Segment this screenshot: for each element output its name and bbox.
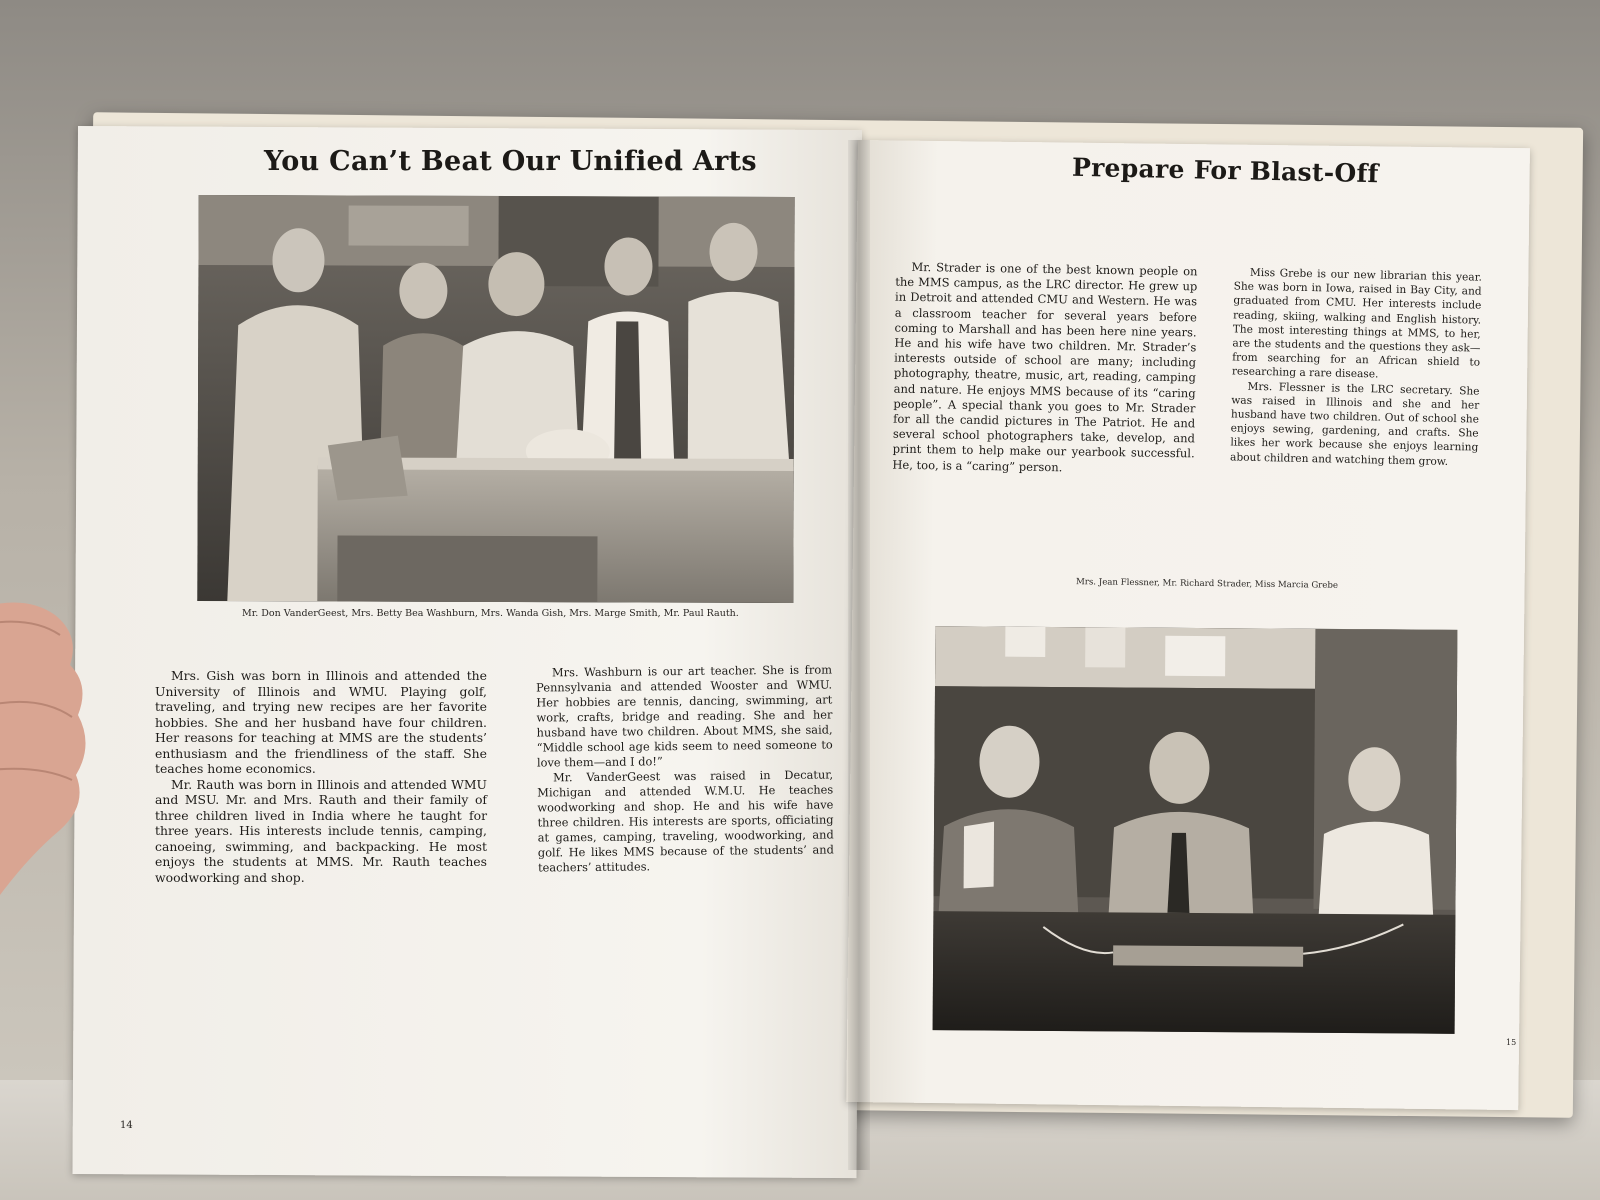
lrc-staff-photo-illustration <box>933 626 1458 1034</box>
right-page-title: Prepare For Blast-Off <box>1071 152 1379 189</box>
vandergeest-paragraph: Mr. VanderGeest was raised in Decatur, Michigan and attended W.M.U. He teaches woodworking and shop. He and his wife have three children. His interests are sports, officiating at games, camping, traveling, woodworking, and golf. He likes MMS because of the students’ and teachers’ attitudes. <box>537 767 834 875</box>
gish-paragraph: Mrs. Gish was born in Illinois and attended the University of Illinois and WMU. Playing golf, traveling, and trying new recipes are her favorite hobbies. She and her husband have four children. Her reasons for teaching at MMS are the students’ enthusiasm and the friendliness of the staff. She teaches home economics. <box>155 668 487 776</box>
unified-arts-photo <box>197 195 794 603</box>
strader-paragraph: Mr. Strader is one of the best known people on the MMS campus, as the LRC director. He grew up in Detroit and attended CMU and Western. He was a classroom teacher for several years before coming to Marshall and has been here nine years. He and his wife have two children. Mr. Strader’s interests outside of school are many; including photography, theatre, music, art, reading, camping and nature. He enjoys MMS because of its “caring people”. A special thank you goes to Mr. Strader for all the candid pictures in The Patriot. He and several school photographers take, develop, and print them to help make our yearbook successful. He, too, is a “caring” person. <box>892 259 1198 474</box>
unified-arts-photo-illustration <box>197 195 794 603</box>
left-page-number: 14 <box>120 1120 133 1131</box>
grebe-paragraph: Miss Grebe is our new librarian this year. She was born in Iowa, raised in Bay City, and graduated from CMU. Her interests include reading, skiing, walking and English history. The most interesting things at MMS, to her, are the students and the questions they ask—from searching for an African shield to researching a rare disease. <box>1231 266 1483 381</box>
hand-illustration <box>0 595 100 925</box>
rauth-paragraph: Mr. Rauth was born in Illinois and attended WMU and MSU. Mr. and Mrs. Rauth and their family of three children lived in India where he taught for three years. His interests include tennis, camping, canoeing, swimming, and backpacking. He most enjoys the students at MMS. Mr. Rauth teaches woodworking and shop. <box>155 776 487 885</box>
right-page-number: 15 <box>1506 1038 1517 1047</box>
right-column-1 <box>892 260 1197 478</box>
hand-holding-book <box>0 595 100 925</box>
flessner-paragraph: Mrs. Flessner is the LRC secretary. She was raised in Illinois and she and her husband have two children. Out of school she enjoys sewing, gardening, and crafts. She likes her work because she enjoys learning about children and watching them grow. <box>1229 380 1480 468</box>
right-column-2 <box>1230 265 1482 469</box>
book-gutter <box>848 140 870 1170</box>
left-column-1 <box>155 668 487 885</box>
washburn-paragraph: Mrs. Washburn is our art teacher. She is from Pennsylvania and attended Wooster and WMU. Her hobbies are tennis, dancing, swimming, art work, crafts, bridge and reading. She and her husband have two children. About MMS, she said, “Middle school age kids seem to need someone to love them—and I do!” <box>536 662 833 770</box>
lrc-staff-photo <box>933 626 1458 1034</box>
left-column-2 <box>536 662 834 875</box>
unified-arts-caption: Mr. Don VanderGeest, Mrs. Betty Bea Washburn, Mrs. Wanda Gish, Mrs. Marge Smith, Mr. Paul Rauth. <box>242 608 739 619</box>
left-page-title: You Can’t Beat Our Unified Arts <box>264 146 757 177</box>
lrc-staff-caption: Mrs. Jean Flessner, Mr. Richard Strader, Miss Marcia Grebe <box>1075 577 1339 591</box>
